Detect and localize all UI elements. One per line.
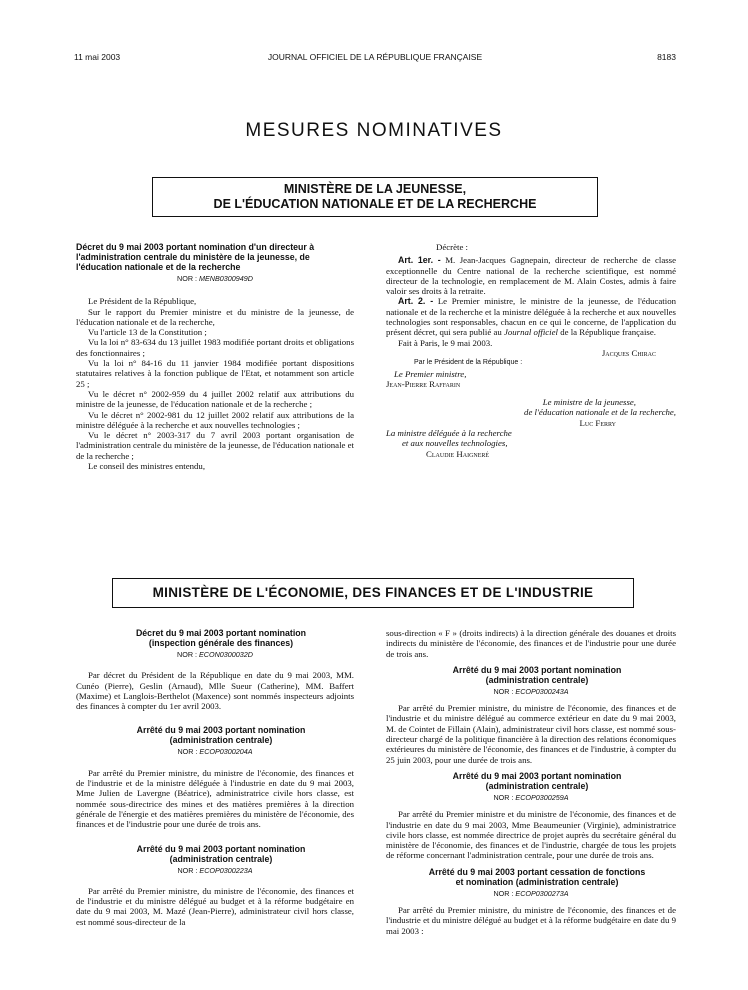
decree1-nor [76,274,354,284]
pm-name: Jean-Pierre Raffarin [386,378,461,389]
decree1-paragraph: Vu l'article 13 de la Constitution ; [88,327,207,338]
arrete5-heading-line1: Arrêté du 9 mai 2003 portant cessation de fonctions [428,866,646,877]
arrete5-heading-line2: et nomination (administration centrale) [455,876,619,887]
arrete4-nor: NOR : ECOP0300259A [493,792,569,802]
decree1-paragraph: Vu la loi n° 84-16 du 11 janvier 1984 modifiée portant dispositions statutaires relatives à la fonction publique de l'Etat, et notamment son article 25 ; [76,358,354,389]
economy-right-column [386,628,676,936]
decree1-signer: Jacques Chirac [601,347,656,358]
arrete5-nor: NOR : ECOP0300273A [493,888,569,898]
arrete1-text: Par arrêté du Premier ministre, du ministre de l'économie, des finances et de l'industrie et de la ministre déléguée à l'industrie en date du 9 mai 2003, Mme Julien de Lavergne (Béatrice), administratrice civile hors classe, est nommée sous-directrice des mines et des matières premières à la direction générale de l'énergie et des matières premières du ministère de l'économie, des finances et de l'industrie pour une durée de trois ans. [76,767,354,830]
article1-label: Art. 1er. - [398,255,441,266]
economy-left-column [76,628,354,927]
decree1-decrete: Décrète : [436,242,468,252]
decree1-by-president: Par le Président de la République : [414,359,523,367]
arrete3-text: Par arrêté du Premier ministre, du ministre de l'économie, des finances et de l'industrie et du ministre délégué au commerce extérieur en date du 9 mai 2003, M. de Cointet de Fillain (Alain), administrateur civil hors classe, est nommé sous-directeur chargé de la politique financière à la direction des relations économiques extérieures du ministère de l'économie, des finances et de l'industrie, à compter du 25 juin 2003, pour une durée de trois ans. [386,703,676,765]
arrete2-text: Par arrêté du Premier ministre, du ministre de l'économie, des finances et de l'industrie et du ministre délégué au budget et à la réforme budgétaire en date du 9 mai 2003, M. Mazé (Jean-Pierre), administrateur civil hors classe, est nommé sous-directeur de la [76,885,354,927]
section-title: MESURES NOMINATIVES [245,120,503,141]
arrete3-nor: NOR : ECOP0300243A [493,686,569,696]
decree1-heading: Décret du 9 mai 2003 portant nomination d'un directeur à l'administration centrale du ministère de la jeunesse, de l'éducation nationale et de la recherche [76,242,315,272]
decree1-left-column [76,242,354,471]
ministry-heading-line2: DE L'ÉDUCATION NATIONALE ET DE LA RECHERCHE [213,197,537,211]
arrete4-text: Par arrêté du Premier ministre et du ministre de l'économie, des finances et de l'industrie en date du 9 mai 2003, Mme Beaumeunier (Virginie), administratrice civile hors classe, est nommée directrice de projet auprès du secrétaire général du ministère de l'économie, des finances et de l'industrie, chargée de tous les projets de réforme concernant l'administration centrale, pour une durée de trois ans. [386,809,676,861]
header-journal-title: JOURNAL OFFICIEL DE LA RÉPUBLIQUE FRANÇAISE [267,52,483,62]
arrete3-heading-line2: (administration centrale) [485,674,589,685]
decree1-paragraph: Vu le décret n° 2002-981 du 12 juillet 2002 relatif aux attributions de la ministre déléguée à la recherche et aux nouvelles technologies ; [76,409,354,430]
decree2-heading-line1: Décret du 9 mai 2003 portant nomination [135,628,307,638]
arrete4-heading-line1: Arrêté du 9 mai 2003 portant nomination [452,770,622,781]
decree1-done-at: Fait à Paris, le 9 mai 2003. [398,337,493,348]
arrete5-text: Par arrêté du Premier ministre, du ministre de l'économie, des finances et de l'industrie et du ministre délégué au budget et à la réforme budgétaire en date du 9 mai 2003 : [386,905,676,936]
arrete2-heading-line2: (administration centrale) [169,853,273,864]
article2-journal: Journal officiel [503,327,558,338]
decree1-paragraph: Vu la loi n° 83-634 du 13 juillet 1983 modifiée portant droits et obligations des fonctionnaires ; [76,337,354,358]
delegate-title-line1: La ministre déléguée à la recherche [386,428,512,439]
decree2-nor: NOR : ECON0300032D [177,650,253,659]
decree1-article2 [386,296,676,337]
delegate-title-line2: et aux nouvelles technologies, [402,438,508,449]
decree1-right-column [386,242,676,459]
decree1-paragraph: Le conseil des ministres entendu, [88,461,206,472]
ministry-heading-line1: MINISTÈRE DE LA JEUNESSE, [283,182,467,196]
header-date: 11 mai 2003 [74,52,121,62]
arrete1-heading-line1: Arrêté du 9 mai 2003 portant nomination [136,725,306,736]
decree2-text: Par décret du Président de la République en date du 9 mai 2003, MM. Cunéo (Pierre), Geslin (Arnaud), Mlle Sueur (Catherine), MM. Baffert (Maxime) et Langlois-Berthelot (Maxence) sont nommés inspecteurs adjoints des finances à compter du 1er avril 2003. [76,670,354,712]
arrete3-heading-line1: Arrêté du 9 mai 2003 portant nomination [452,664,622,675]
arrete2-heading-line1: Arrêté du 9 mai 2003 portant nomination [136,843,306,854]
nor-code: MENB0300949D [199,274,253,283]
decree1-paragraph: Sur le rapport du Premier ministre et du ministre de la jeunesse, de l'éducation nationale et de la recherche, [76,306,354,327]
article1-text: M. Jean-Jacques Gagnepain, directeur de recherche de classe exceptionnelle du Centre national de la recherche scientifique, est nommé directeur de la technologie, en remplacement de M. Alain Costes, admis à faire valoir ses droits à la retraite. [386,255,676,297]
decree1-article1 [386,255,676,296]
article2-text: Le Premier ministre, le ministre de la jeunesse, de l'éducation nationale et de la recherche et la ministre déléguée à la recherche et aux nouvelles technologies sont responsables, chacun en ce qui le concerne, de l'application du présent décret, qui sera publié au [386,296,676,338]
decree1-paragraph: Vu le décret n° 2002-959 du 4 juillet 2002 relatif aux attributions du ministre de la jeunesse, de l'éducation nationale et de la recherche ; [76,388,354,410]
article2-end: de la République française. [560,327,656,338]
header-page-number: 8183 [657,52,676,62]
ministry-heading-education [152,177,598,217]
arrete2-nor: NOR : ECOP0300223A [177,865,253,875]
decree2-heading-line2: (inspection générale des finances) [148,638,294,648]
minister-title-line1: Le ministre de la jeunesse, [542,397,636,408]
arrete2-text-continued: sous-direction « F » (droits indirects) à la direction générale des douanes et droits indirects du ministère de l'économie, des finances et de l'industrie pour une durée de trois ans. [386,628,676,659]
page-header [74,52,676,64]
decree1-paragraph: Le Président de la République, [88,296,197,307]
article2-label: Art. 2. - [398,296,434,307]
minister-title-line2: de l'éducation nationale et de la recherche, [524,407,676,418]
nor-label: NOR : [177,274,197,283]
arrete4-heading-line2: (administration centrale) [485,780,589,791]
ministry-heading-economy: MINISTÈRE DE L'ÉCONOMIE, DES FINANCES ET DE L'INDUSTRIE [112,578,634,608]
delegate-name: Claudie Haigneré [426,448,490,459]
pm-title: Le Premier ministre, [394,368,467,379]
decree1-paragraph: Vu le décret n° 2003-317 du 7 avril 2003 portant organisation de l'administration centrale du ministère de la jeunesse, de l'éducation nationale et de la recherche ; [76,430,354,461]
arrete1-heading-line2: (administration centrale) [169,735,273,746]
minister-name: Luc Ferry [579,417,616,428]
arrete1-nor: NOR : ECOP0300204A [177,747,253,757]
